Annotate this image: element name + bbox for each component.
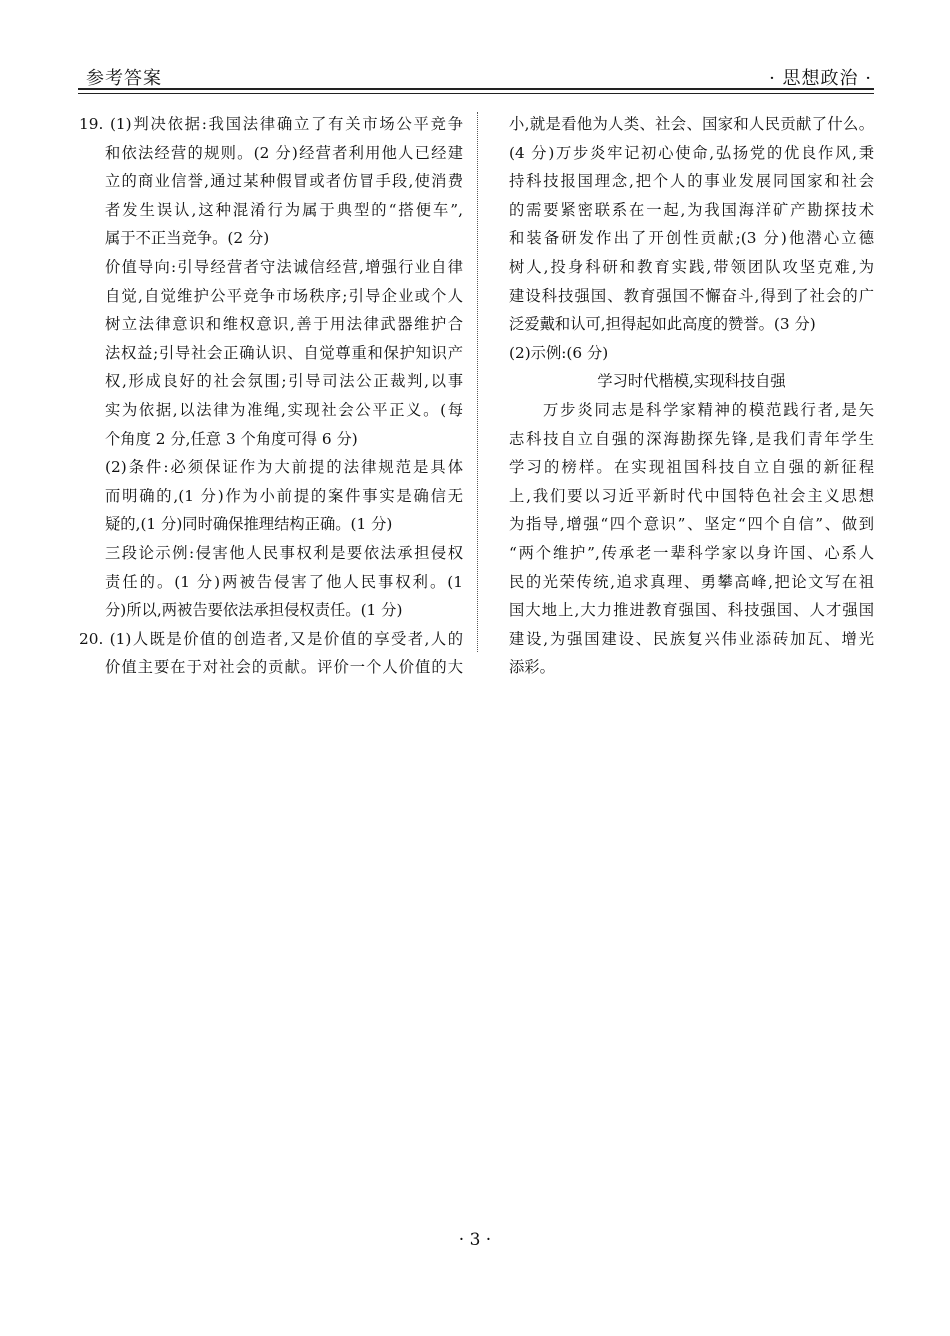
text-line: 分)所以,两被告要依法承担侵权责任。(1 分) (105, 601, 403, 620)
text-line: 上,我们要以习近平新时代中国特色社会主义思想 (509, 486, 874, 505)
text-line: (2)条件:必须保证作为大前提的法律规范是具体 (105, 458, 463, 477)
header-rule-thick (78, 88, 874, 90)
text-line: 权,形成良好的社会氛围;引导司法公正裁判,以事 (105, 372, 463, 391)
text-line: 树人,投身科研和教育实践,带领团队攻坚克难,为 (509, 257, 874, 276)
text-line: 属于不正当竞争。(2 分) (105, 229, 270, 248)
text-line: (2)示例:(6 分) (509, 343, 609, 362)
text-line: 而明确的,(1 分)作为小前提的案件事实是确信无 (105, 486, 463, 505)
left-column (79, 110, 463, 682)
essay-title: 学习时代楷模,实现科技自强 (597, 372, 786, 391)
text-line: 国大地上,大力推进教育强国、科技强国、人才强国 (509, 601, 874, 620)
text-line: 实为依据,以法律为准绳,实现社会公平正义。(每 (105, 400, 463, 419)
text-line: 志科技自立自强的深海勘探先锋,是我们青年学生 (509, 429, 874, 448)
text-line: 添彩。 (509, 658, 555, 677)
text-line: 者发生误认,这种混淆行为属于典型的“搭便车”, (105, 200, 463, 219)
text-line: “两个维护”,传承老一辈科学家以身许国、心系人 (509, 543, 874, 562)
text-line: 万步炎同志是科学家精神的模范践行者,是矢 (543, 400, 874, 419)
text-line: 价值主要在于对社会的贡献。评价一个人价值的大 (105, 658, 463, 677)
text-line: 和依法经营的规则。(2 分)经营者利用他人已经建 (105, 143, 463, 162)
text-line: 20. (1)人既是价值的创造者,又是价值的享受者,人的 (79, 629, 463, 648)
right-column (509, 110, 874, 682)
text-line: 为指导,增强“四个意识”、坚定“四个自信”、做到 (509, 515, 874, 534)
text-line: 三段论示例:侵害他人民事权利是要依法承担侵权 (105, 543, 463, 562)
text-line: 责任的。(1 分)两被告侵害了他人民事权利。(1 (105, 572, 463, 591)
text-line: 建设,为强国建设、民族复兴伟业添砖加瓦、增光 (509, 629, 874, 648)
text-line: 19. (1)判决依据:我国法律确立了有关市场公平竞争 (79, 115, 463, 133)
header-rule-thin (78, 93, 874, 94)
text-line: 建设科技强国、教育强国不懈奋斗,得到了社会的广 (509, 286, 874, 305)
text-line: 价值导向:引导经营者守法诚信经营,增强行业自律 (105, 257, 463, 276)
text-line: 立的商业信誉,通过某种假冒或者仿冒手段,使消费 (105, 172, 463, 191)
text-line: 自觉,自觉维护公平竞争市场秩序;引导企业或个人 (105, 286, 463, 305)
text-line: 学习的榜样。在实现祖国科技自立自强的新征程 (509, 458, 874, 477)
text-line: 泛爱戴和认可,担得起如此高度的赞誉。(3 分) (509, 315, 816, 334)
text-line: (4 分)万步炎牢记初心使命,弘扬党的优良作风,秉 (509, 143, 874, 162)
header-title-left: 参考答案 (86, 68, 162, 89)
column-divider (477, 112, 478, 652)
text-line: 疑的,(1 分)同时确保推理结构正确。(1 分) (105, 515, 393, 534)
text-line: 法权益;引导社会正确认识、自觉尊重和保护知识产 (105, 343, 463, 362)
page-number: · 3 · (458, 1230, 492, 1250)
page-header (78, 58, 874, 88)
text-line: 小,就是看他为人类、社会、国家和人民贡献了什么。 (509, 115, 874, 133)
text-line: 个角度 2 分,任意 3 个角度可得 6 分) (105, 429, 358, 448)
text-line: 的需要紧密联系在一起,为我国海洋矿产勘探技术 (509, 200, 874, 219)
header-subject: · 思想政治 · (769, 68, 872, 89)
text-line: 树立法律意识和维权意识,善于用法律武器维护合 (105, 315, 463, 334)
text-line: 民的光荣传统,追求真理、勇攀高峰,把论文写在祖 (509, 572, 874, 591)
text-line: 持科技报国理念,把个人的事业发展同国家和社会 (509, 172, 874, 191)
text-line: 和装备研发作出了开创性贡献;(3 分)他潜心立德 (509, 229, 874, 248)
